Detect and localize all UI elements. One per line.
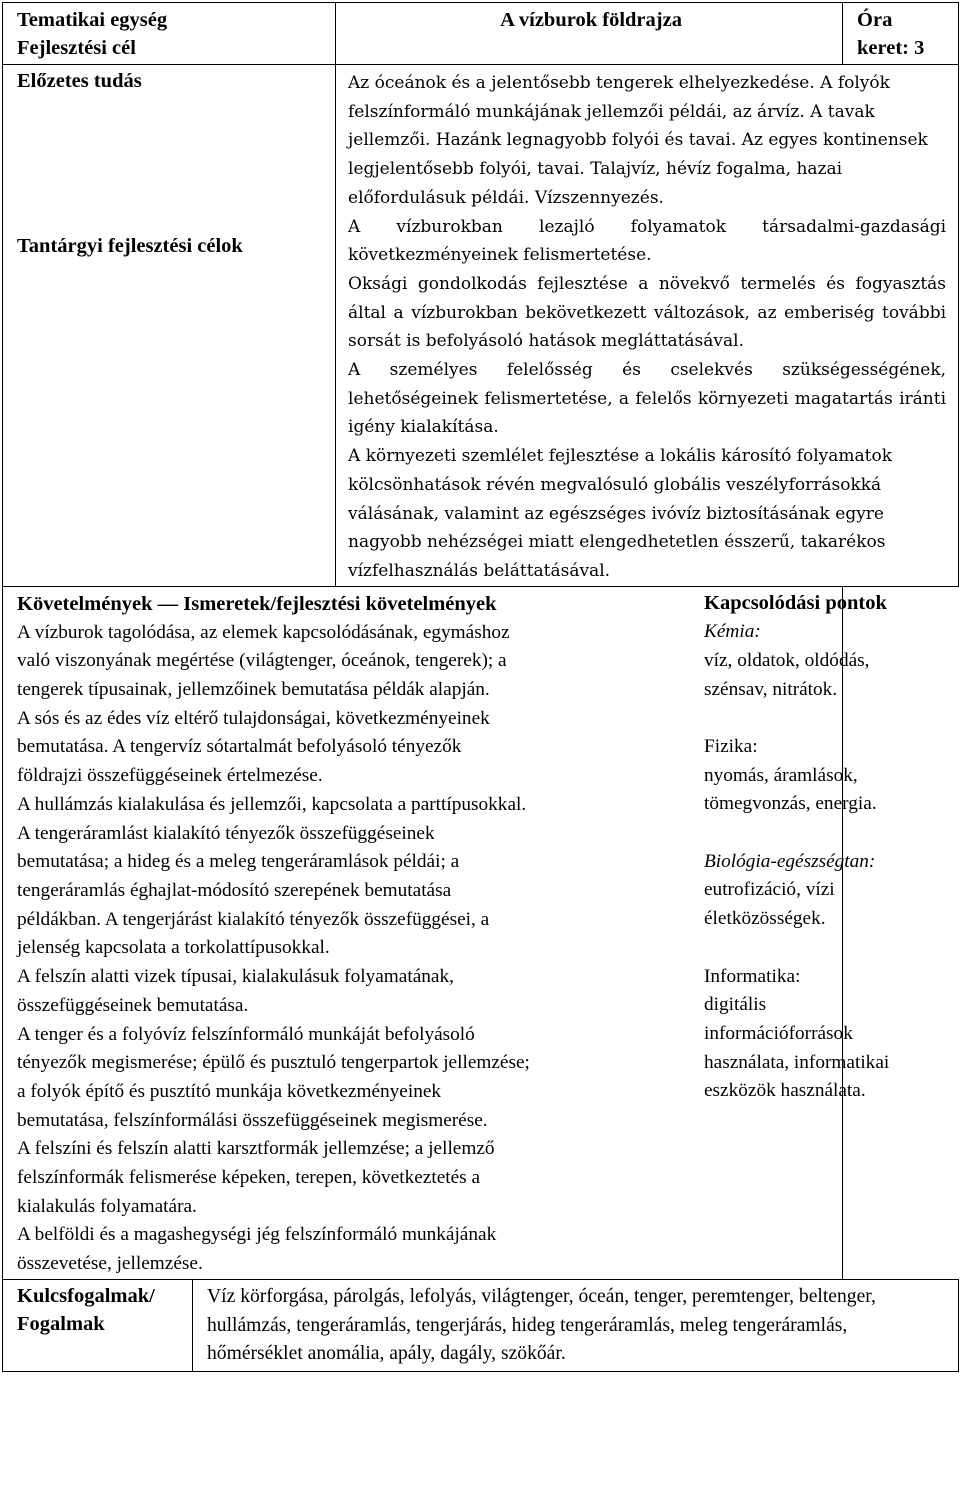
requirement-line: A belföldi és a magashegységi jég felszínformáló munkájának	[17, 1224, 497, 1246]
goal-paragraph-3: A személyes felelősség és cselekvés szükségességének, lehetőségeinek felismertetése, a felelős környezeti magatartás iránti igény kialakítása.	[348, 360, 947, 438]
requirement-line: tényezők megismerése; épülő és pusztuló tengerpartok jellemzése;	[17, 1052, 530, 1074]
requirement-line: összevetése, jellemzése.	[17, 1253, 203, 1275]
connection-informatics	[704, 963, 956, 1107]
key-concepts-label-2: Fogalmak	[17, 1312, 105, 1335]
unit-title: A vízburok földrajza	[500, 9, 682, 31]
requirement-line: összefüggéseinek bemutatása.	[17, 994, 249, 1016]
requirement-line: A sós és az édes víz eltérő tulajdonságai, következményeinek	[17, 707, 490, 729]
header-title-cell	[336, 3, 843, 65]
goal-paragraph-4: A környezeti szemlélet fejlesztése a lokális károsító folyamatok kölcsönhatások révén megvalósuló globális veszélyforrásokká válásának, valamint az egészséges ivóvíz biztosításának egyre nagyobb nehézségei miatt elengedhetetlen ésszerű, takarékos vízfelhasználás beláttatásával.	[348, 446, 893, 581]
requirement-line: a folyók építő és pusztító munkája következményeinek	[17, 1080, 442, 1102]
header-row	[3, 3, 959, 65]
connection-subject: Kémia:	[704, 621, 761, 643]
requirement-line: tengeráramlás éghajlat-módosító szerepének bemutatása	[17, 879, 452, 901]
key-concepts-text: Víz körforgása, párolgás, lefolyás, világtenger, óceán, tenger, peremtenger, beltenger, hullámzás, tengeráramlás, tengerjárás, hideg tengeráramlás, meleg tengeráramlás, hőmérséklet anomália, apály, dagály, szökőár.	[207, 1285, 876, 1365]
requirement-line: való viszonyának megértése (világtenger, óceánok, tengerek); a	[17, 650, 507, 672]
connection-line: digitális	[704, 994, 767, 1016]
prior-goals-content-cell	[336, 65, 959, 587]
requirement-line: példákban. A tengerjárást kialakító tényezők összefüggései, a	[17, 908, 490, 930]
hours-label: Óra	[857, 9, 893, 31]
header-hours-cell	[843, 3, 959, 65]
requirement-line: A vízburok tagolódása, az elemek kapcsolódásának, egymáshoz	[17, 621, 510, 643]
connection-subject: Fizika:	[704, 735, 758, 757]
connection-line: eutrofizáció, vízi	[704, 879, 835, 901]
key-concepts-row	[3, 1279, 959, 1371]
connection-line: nyomás, áramlások,	[704, 764, 858, 786]
requirements-heading: Követelmények — Ismeretek/fejlesztési követelmények	[17, 592, 497, 615]
goal-paragraph-1: A vízburokban lezajló folyamatok társadalmi-gazdasági következményeinek felismertetése.	[348, 216, 947, 266]
key-concepts-text-cell	[193, 1279, 959, 1371]
requirement-line: bemutatása; a hideg és a meleg tengeráramlások példái; a	[17, 851, 460, 873]
key-concepts-label-cell	[3, 1279, 193, 1371]
goal-paragraph-2: Oksági gondolkodás fejlesztése a növekvő termelés és fogyasztás által a vízburokban bekövetkezett változások, az emberiség további sorsát is befolyásoló hatások megláttatásával.	[348, 273, 947, 352]
connection-line: víz, oldatok, oldódás,	[704, 649, 870, 671]
connections-heading: Kapcsolódási pontok	[704, 592, 887, 615]
thematic-unit-label: Tematikai egység	[17, 9, 168, 31]
connection-line: életközösségek.	[704, 908, 826, 930]
requirement-line: A felszíni és felszín alatti karsztformák jellemzése; a jellemző	[17, 1138, 495, 1160]
requirement-line: bemutatása, felszínformálási összefüggéseinek megismerése.	[17, 1109, 488, 1131]
key-concepts-label-1: Kulcsfogalmak/	[17, 1284, 155, 1307]
requirement-line: A tenger és a folyóvíz felszínformáló munkáját befolyásoló	[17, 1023, 475, 1045]
development-goal-label: Fejlesztési cél	[17, 37, 136, 59]
requirement-line: A tengeráramlást kialakító tényezők összefüggéseinek	[17, 822, 435, 844]
connection-line: használata, informatikai	[704, 1051, 890, 1073]
requirement-line: jelenség kapcsolata a torkolattípusokkal.	[17, 937, 330, 959]
requirement-line: kialakulás folyamatára.	[17, 1195, 197, 1217]
connection-line: szénsav, nitrátok.	[704, 678, 838, 700]
prior-knowledge-label: Előzetes tudás	[17, 70, 142, 92]
connection-biology	[704, 848, 956, 934]
prior-knowledge-text: Az óceánok és a jelentősebb tengerek elhelyezkedése. A folyók felszínformáló munkájának jellemzői példái, az árvíz. A tavak jellemzői. Hazánk legnagyobb folyói és tavai. Az egyes kontinensek legjelentősebb folyói, tavai. Talajvíz, hévíz fogalma, hazai előfordulásuk példái. Vízszennyezés.	[348, 73, 928, 208]
requirement-line: A hullámzás kialakulása és jellemzői, kapcsolata a parttípusokkal.	[17, 793, 527, 815]
requirement-line: A felszín alatti vizek típusai, kialakulásuk folyamatának,	[17, 966, 454, 988]
connection-line: tömegvonzás, energia.	[704, 793, 877, 815]
requirement-line: tengerek típusainak, jellemzőinek bemutatása példák alapján.	[17, 679, 490, 701]
hours-value: keret: 3	[857, 37, 925, 59]
connection-subject: Informatika:	[704, 965, 801, 987]
connection-subject: Biológia-egészségtan:	[704, 850, 876, 872]
prior-goals-label-cell	[3, 65, 336, 587]
header-label-cell	[3, 3, 336, 65]
prior-goals-row	[3, 65, 959, 587]
requirement-line: bemutatása. A tengervíz sótartalmát befolyásoló tényezők	[17, 736, 462, 758]
subject-goals-label: Tantárgyi fejlesztési célok	[17, 235, 243, 257]
connection-line: eszközök használata.	[704, 1080, 866, 1102]
connection-line: információforrások	[704, 1022, 853, 1044]
connections-panel	[704, 590, 956, 1106]
connection-chemistry	[704, 618, 956, 704]
connection-physics	[704, 733, 956, 819]
requirement-line: felszínformák felismerése képeken, terepen, következtetés a	[17, 1167, 481, 1189]
requirement-line: földrajzi összefüggéseinek értelmezése.	[17, 765, 323, 787]
